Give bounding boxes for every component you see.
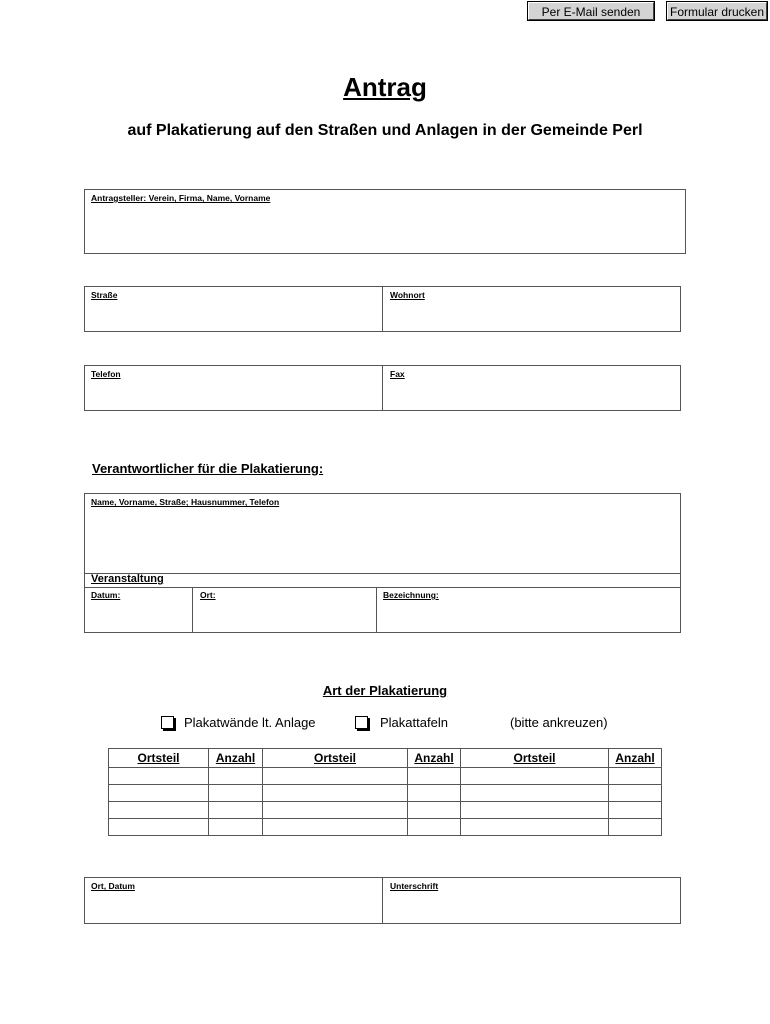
walls-option-label: Plakatwände lt. Anlage xyxy=(184,715,316,730)
responsible-label: Name, Vorname, Straße; Hausnummer, Telefon xyxy=(91,497,280,507)
place-date-field[interactable] xyxy=(91,896,376,920)
signature-label: Unterschrift xyxy=(390,881,439,891)
responsible-field[interactable] xyxy=(91,512,671,570)
boards-checkbox[interactable] xyxy=(355,716,368,729)
applicant-box[interactable] xyxy=(84,189,686,254)
applicant-label: Antragsteller: Verein, Firma, Name, Vorname xyxy=(91,193,271,203)
table-cell[interactable] xyxy=(209,802,263,819)
table-cell[interactable] xyxy=(408,785,461,802)
poster-type-heading: Art der Plakatierung xyxy=(322,683,448,698)
event-date-label: Datum: xyxy=(91,590,121,600)
table-cell[interactable] xyxy=(461,819,609,836)
contact-box xyxy=(84,365,681,411)
table-cell[interactable] xyxy=(109,768,209,785)
table-cell[interactable] xyxy=(263,802,408,819)
signature-field[interactable] xyxy=(390,896,675,920)
contact-divider xyxy=(382,366,383,410)
address-divider xyxy=(382,287,383,331)
residence-label: Wohnort xyxy=(390,290,425,300)
page-title: Antrag xyxy=(343,72,427,102)
table-cell[interactable] xyxy=(263,785,408,802)
street-label: Straße xyxy=(91,290,118,300)
send-email-button[interactable]: Per E-Mail senden xyxy=(528,2,654,20)
event-date-field[interactable] xyxy=(91,602,189,630)
header-district-3: Ortsteil xyxy=(461,749,609,768)
table-cell[interactable] xyxy=(209,819,263,836)
event-name-label: Bezeichnung: xyxy=(383,590,439,600)
table-cell[interactable] xyxy=(109,785,209,802)
header-district-2: Ortsteil xyxy=(263,749,408,768)
fax-field[interactable] xyxy=(390,384,675,408)
header-count-3: Anzahl xyxy=(609,749,662,768)
table-cell[interactable] xyxy=(461,802,609,819)
table-cell[interactable] xyxy=(461,785,609,802)
event-heading: Veranstaltung xyxy=(91,573,164,585)
table-row xyxy=(109,802,662,819)
event-row-divider xyxy=(85,587,680,588)
phone-field[interactable] xyxy=(91,384,376,408)
districts-table xyxy=(108,748,662,836)
responsible-box xyxy=(84,493,681,633)
page-subtitle: auf Plakatierung auf den Straßen und Anlagen in der Gemeinde Perl xyxy=(127,122,643,139)
table-cell[interactable] xyxy=(609,768,662,785)
table-cell[interactable] xyxy=(109,802,209,819)
event-col-divider-2 xyxy=(376,587,377,632)
header-count-1: Anzahl xyxy=(209,749,263,768)
event-divider xyxy=(85,573,680,574)
event-place-field[interactable] xyxy=(200,602,372,630)
table-cell[interactable] xyxy=(209,785,263,802)
print-form-button[interactable]: Formular drucken xyxy=(667,2,767,20)
checkbox-hint: (bitte ankreuzen) xyxy=(510,715,608,730)
residence-field[interactable] xyxy=(390,305,675,329)
table-row xyxy=(109,819,662,836)
table-cell[interactable] xyxy=(609,819,662,836)
table-cell[interactable] xyxy=(109,819,209,836)
event-place-label: Ort: xyxy=(200,590,216,600)
table-cell[interactable] xyxy=(263,768,408,785)
header-district-1: Ortsteil xyxy=(109,749,209,768)
walls-checkbox[interactable] xyxy=(161,716,174,729)
table-cell[interactable] xyxy=(263,819,408,836)
table-row xyxy=(109,785,662,802)
table-cell[interactable] xyxy=(408,819,461,836)
table-cell[interactable] xyxy=(408,768,461,785)
place-date-label: Ort, Datum xyxy=(91,881,135,891)
table-header-row xyxy=(109,749,662,768)
table-cell[interactable] xyxy=(209,768,263,785)
table-cell[interactable] xyxy=(408,802,461,819)
table-cell[interactable] xyxy=(609,802,662,819)
phone-label: Telefon xyxy=(91,369,121,379)
signature-divider xyxy=(382,878,383,923)
address-box xyxy=(84,286,681,332)
signature-box xyxy=(84,877,681,924)
table-cell[interactable] xyxy=(609,785,662,802)
event-col-divider-1 xyxy=(192,587,193,632)
fax-label: Fax xyxy=(390,369,405,379)
responsible-heading: Verantwortlicher für die Plakatierung: xyxy=(92,461,324,476)
header-count-2: Anzahl xyxy=(408,749,461,768)
boards-option-label: Plakattafeln xyxy=(380,715,448,730)
table-row xyxy=(109,768,662,785)
event-name-field[interactable] xyxy=(383,602,673,630)
street-field[interactable] xyxy=(91,305,376,329)
table-cell[interactable] xyxy=(461,768,609,785)
